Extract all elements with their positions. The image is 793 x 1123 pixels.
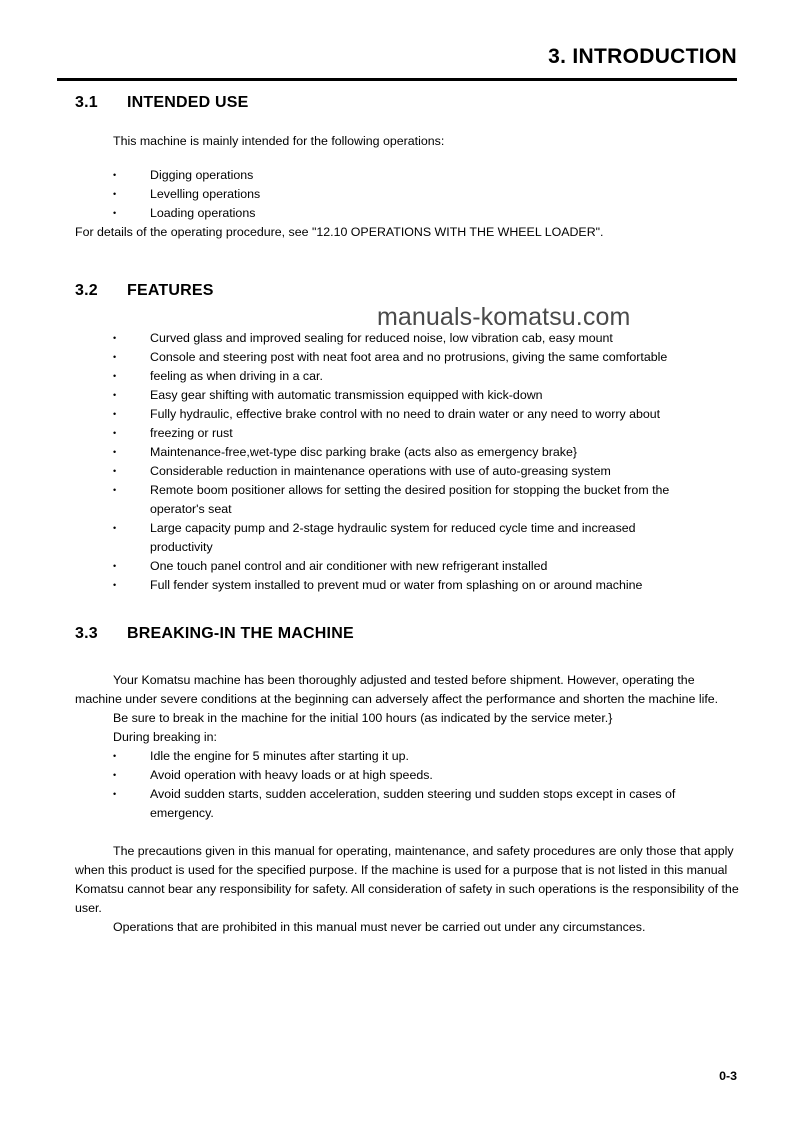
section-title-breaking-in: BREAKING-IN THE MACHINE (127, 625, 354, 642)
list-item: • Loading operations (75, 204, 740, 223)
list-item-continuation: productivity (150, 540, 213, 554)
breaking-in-note-2: During breaking in: (113, 730, 218, 744)
breaking-in-paragraph-3: Operations that are prohibited in this manual must never be carried out under any circumstances. (113, 920, 646, 934)
list-item: • Console and steering post with neat foot area and no protrusions, giving the same comfortable (75, 348, 740, 367)
page-number: 0-3 (719, 1069, 737, 1083)
header-divider-rule (57, 78, 737, 81)
list-item: • freezing or rust (75, 424, 740, 443)
list-item: • Idle the engine for 5 minutes after starting it up. (75, 747, 740, 766)
intended-use-closing-paragraph: For details of the operating procedure, see "12.10 OPERATIONS WITH THE WHEEL LOADER". (75, 225, 604, 239)
list-item: • Maintenance-free,wet-type disc parking brake (acts also as emergency brake} (75, 443, 740, 462)
list-item: • Remote boom positioner allows for setting the desired position for stopping the bucket from the (75, 481, 740, 500)
features-list (75, 329, 740, 595)
list-item: • Considerable reduction in maintenance operations with use of auto-greasing system (75, 462, 740, 481)
chapter-title: 3. INTRODUCTION (548, 45, 737, 68)
section-heading-intended-use (75, 92, 740, 113)
section-title-intended-use: INTENDED USE (127, 94, 249, 111)
list-item: • Digging operations (75, 166, 740, 185)
list-item: • Avoid operation with heavy loads or at high speeds. (75, 766, 740, 785)
list-item: • feeling as when driving in a car. (75, 367, 740, 386)
section-heading-breaking-in (75, 623, 740, 644)
list-item: • Large capacity pump and 2-stage hydraulic system for reduced cycle time and increased (75, 519, 740, 538)
breaking-in-note-1: Be sure to break in the machine for the initial 100 hours (as indicated by the service meter.} (113, 711, 613, 725)
watermark-overlay: manuals-komatsu.com (377, 303, 631, 331)
list-item: • One touch panel control and air conditioner with new refrigerant installed (75, 557, 740, 576)
intended-use-list (75, 166, 740, 223)
list-item: • Full fender system installed to prevent mud or water from splashing on or around machine (75, 576, 740, 595)
list-item: • Curved glass and improved sealing for reduced noise, low vibration cab, easy mount (75, 329, 740, 348)
page-header (57, 44, 737, 70)
breaking-in-list (75, 747, 740, 823)
section-number-3-1: 3.1 (75, 94, 98, 111)
breaking-in-paragraph-2: The precautions given in this manual for operating, maintenance, and safety procedures are only those that apply when this product is used for the specified purpose. If the machine is used for a purpose that is not listed in this manual Komatsu cannot bear any responsibility for safety. All consideration of safety in such operations is the responsibility of the user. (75, 844, 739, 915)
list-item: • Levelling operations (75, 185, 740, 204)
list-item: • Fully hydraulic, effective brake control with no need to drain water or any need to worry about (75, 405, 740, 424)
section-number-3-3: 3.3 (75, 625, 98, 642)
section-heading-features (75, 280, 740, 301)
list-item-continuation: operator's seat (150, 502, 232, 516)
breaking-in-paragraph-1: Your Komatsu machine has been thoroughly adjusted and tested before shipment. However, operating the machine under severe conditions at the beginning can adversely affect the performance and shorten the machine life. (75, 673, 719, 706)
section-title-features: FEATURES (127, 282, 214, 299)
list-item: • Easy gear shifting with automatic transmission equipped with kick-down (75, 386, 740, 405)
section-number-3-2: 3.2 (75, 282, 98, 299)
intended-use-intro-paragraph: This machine is mainly intended for the following operations: (113, 134, 445, 148)
list-item-continuation: emergency. (150, 806, 214, 820)
list-item: • Avoid sudden starts, sudden acceleration, sudden steering und sudden stops except in cases of (75, 785, 740, 804)
page-footer (57, 1068, 737, 1084)
page-content (75, 92, 740, 937)
